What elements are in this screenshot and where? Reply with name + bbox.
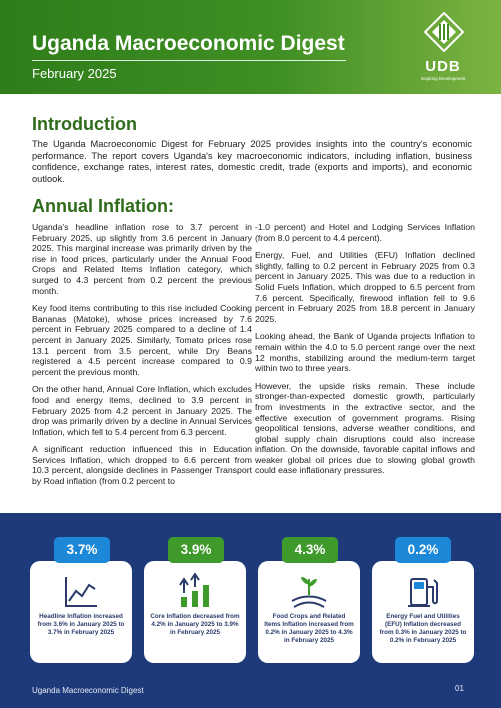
inflation-left-column (32, 222, 252, 494)
logo-text: UDB (425, 58, 461, 75)
paragraph: Uganda's headline inflation rose to 3.7 percent in February 2025, up slightly from 3.6 percent in January 2025. This marginal increase was primarily driven by the rise in food prices, particularly under the Annual Food Crops and Related Items Inflation category, which surged to 4.3 percent from 0.2 percent the previous month. (32, 222, 252, 296)
value-badge: 3.9% (168, 537, 224, 563)
paragraph: However, the upside risks remain. These include stronger-than-expected domestic growth, particularly from investments in the extractive sector, and the effective execution of government programs. Rising geopolitical tensions, adverse weather conditions, and global supply chain disruptions could also increase inflation. On the downside, favorable capital inflows and weaker global oil prices due to slowing global growth could ease inflationary pressures. (255, 380, 475, 476)
digest-title: Uganda Macroeconomic Digest (32, 32, 345, 55)
paragraph: Key food items contributing to this rise included Cooking Bananas (Matoke), whose prices increased by 7.6 percent in February 2025 compared to a decline of 1.4 percent in January 2025. Similarly, Tomato prices rose 13.1 percent from 3.5 percent, while Dry Beans registered a 4.5 percent increase compared to 0.9 percent the previous month. (32, 303, 252, 377)
card-description: Headline Inflation increased from 3.6% in January 2025 to 3.7% in February 2025 (37, 613, 125, 637)
indicator-card-efu (372, 561, 474, 663)
paragraph: Energy, Fuel, and Utilities (EFU) Inflation declined slightly, falling to 0.2 percent in February 2025 from 0.3 percent in January 2025. This was due to a reduction in Solid Fuels Inflation, which dropped to 6.5 percent from 7.6 percent. Specifically, firewood inflation fell to 9.6 percent in February 2025 from 18.8 percent in January 2025. (255, 250, 475, 324)
value-badge: 4.3% (282, 537, 338, 563)
line-chart-icon (62, 573, 100, 611)
udb-emblem-icon (424, 12, 464, 52)
card-description: Food Crops and Related Items Inflation increased from 0.2% in January 2025 to 4.3% in February 2025 (264, 613, 354, 645)
logo-tagline: Inspiring Development (420, 76, 466, 81)
header-banner (0, 0, 501, 94)
growth-arrows-icon (176, 573, 214, 611)
card-description: Core Inflation decreased from 4.2% in January 2025 to 3.9% in February 2025 (150, 613, 240, 637)
udb-logo (408, 10, 478, 86)
fuel-pump-icon (404, 573, 442, 611)
page-number: 01 (455, 684, 464, 693)
paragraph: Looking ahead, the Bank of Uganda projects Inflation to remain within the 4.0 to 5.0 percent range over the next 12 months, stabilizing around the medium-term target within two to three years. (255, 331, 475, 374)
crops-field-icon (290, 573, 328, 611)
paragraph: A significant reduction influenced this in Education Services Inflation, which dropped to 6.6 percent from 10.3 percent, alongside declines in Passenger Transport by Road inflation (from 0.2 percent to (32, 444, 252, 487)
intro-body: The Uganda Macroeconomic Digest for February 2025 provides insights into the country's economic performance. The report covers Uganda's key macroeconomic indicators, including inflation, business confidence, exchange rates, interest rates, domestic credit, trade (exports and imports), and economic outlook. (32, 139, 472, 184)
paragraph: -1.0 percent) and Hotel and Lodging Services Inflation (from 8.0 percent to 4.4 percent). (255, 222, 475, 243)
indicator-card-food (258, 561, 360, 663)
inflation-right-column (255, 222, 475, 483)
indicator-card-core (144, 561, 246, 663)
paragraph: On the other hand, Annual Core Inflation, which excludes food and energy items, declined to 3.9 percent in February 2025 from 4.2 percent in January 2025. The drop was primarily driven by a decline in Annual Services Inflation, which fell to 5.4 percent from 6.3 percent. (32, 384, 252, 437)
card-description: Energy Fuel and Utilities (EFU) Inflation decreased from 0.3% in January 2025 to 0.2% in February 2025 (379, 613, 467, 645)
header-divider (32, 60, 346, 61)
value-badge: 0.2% (395, 537, 451, 563)
footer-title: Uganda Macroeconomic Digest (32, 686, 144, 695)
intro-heading: Introduction (32, 114, 137, 134)
indicator-card-headline (30, 561, 132, 663)
inflation-heading: Annual Inflation: (32, 196, 174, 216)
digest-date: February 2025 (32, 66, 117, 81)
value-badge: 3.7% (54, 537, 110, 563)
